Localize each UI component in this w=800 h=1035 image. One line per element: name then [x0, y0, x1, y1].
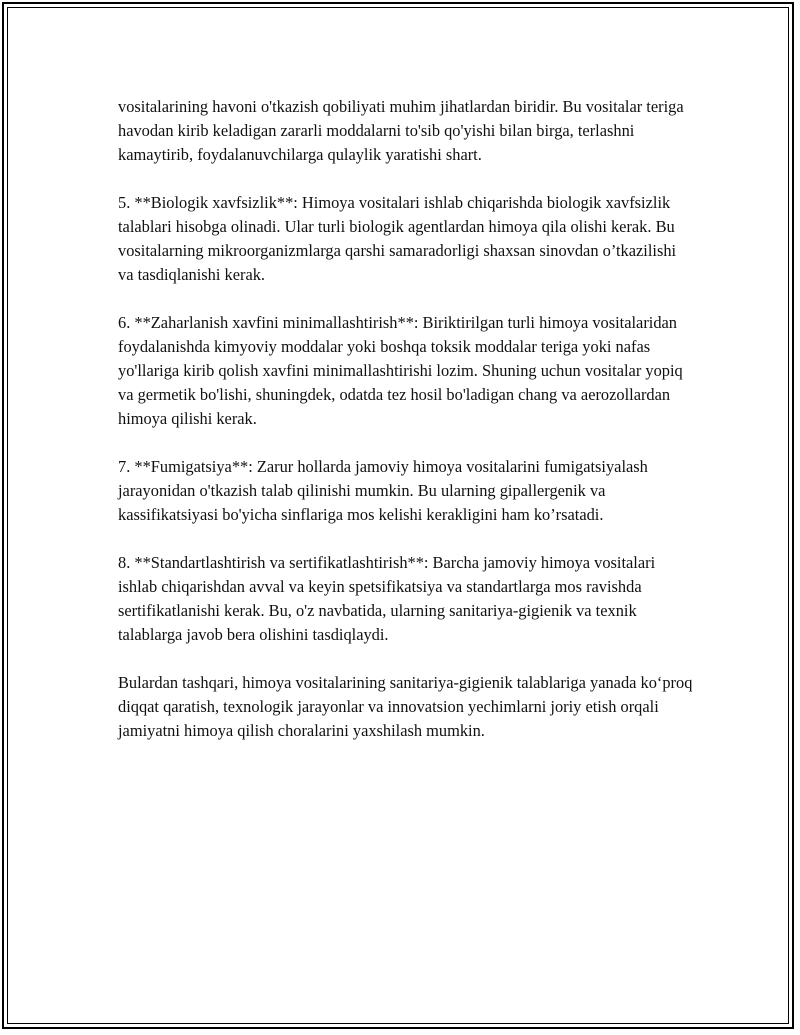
- paragraph-biologik-xavfsizlik: 5. **Biologik xavfsizlik**: Himoya vositalari ishlab chiqarishda biologik xavfsizlik talablari hisobga olinadi. Ular turli biologik agentlardan himoya qila olishi kerak. Bu vositalarning mikroorganizmlarga qarshi samaradorligi shaxsan sinovdan o’tkazilishi va tasdiqlanishi kerak.: [118, 193, 677, 284]
- document-body: [118, 95, 693, 767]
- paragraph-zaharlanish-xavfi: 6. **Zaharlanish xavfini minimallashtirish**: Biriktirilgan turli himoya vositalaridan foydalanishda kimyoviy moddalar yoki boshqa toksik moddalar teriga yoki nafas yo'llariga kirib qolish xavfini minimallashtirishi lozim. Shuning uchun vositalar yopiq va germetik bo'lishi, shuningdek, odatda tez hosil bo'ladigan chang va aerozollardan himoya qilishi kerak.: [118, 313, 683, 428]
- paragraph-continuation: vositalarining havoni o'tkazish qobiliyati muhim jihatlardan biridir. Bu vositalar teriga havodan kirib keladigan zararli moddalarni to'sib qo'yishi bilan birga, terlashni kamaytirib, foydalanuvchilarga qulaylik yaratishi shart.: [118, 97, 684, 164]
- paragraph-fumigatsiya: 7. **Fumigatsiya**: Zarur hollarda jamoviy himoya vositalarini fumigatsiyalash jarayonidan o'tkazish talab qilinishi mumkin. Bu ularning gipallergenik va kassifikatsiyasi bo'yicha sinflariga mos kelishi kerakligini ham ko’rsatadi.: [118, 457, 648, 524]
- paragraph-conclusion: Bulardan tashqari, himoya vositalarining sanitariya-gigienik talablariga yanada ko‘proq diqqat qaratish, texnologik jarayonlar va innovatsion yechimlarni joriy etish orqali jamiyatni himoya qilish choralarini yaxshilash mumkin.: [118, 673, 693, 740]
- paragraph-standartlashtirish: 8. **Standartlashtirish va sertifikatlashtirish**: Barcha jamoviy himoya vositalari ishlab chiqarishdan avval va keyin spetsifikatsiya va standartlarga mos ravishda sertifikatlanishi kerak. Bu, o'z navbatida, ularning sanitariya-gigienik va texnik talablarga javob bera olishini tasdiqlaydi.: [118, 553, 656, 644]
